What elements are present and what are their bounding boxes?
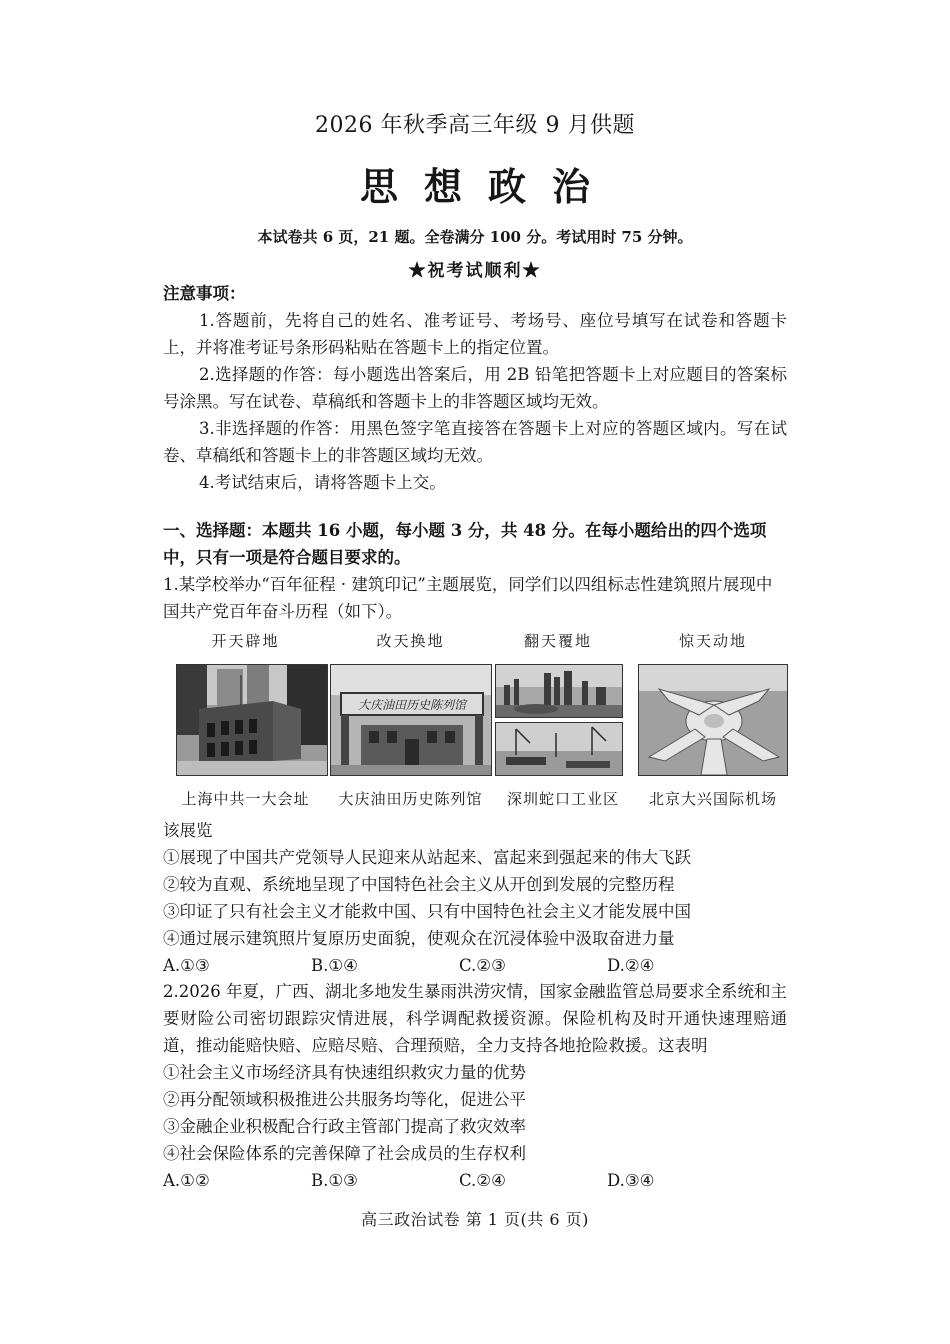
answer-options bbox=[163, 952, 787, 979]
answer-options bbox=[163, 1167, 787, 1194]
statement: ④通过展示建筑照片复原历史面貌，使观众在沉浸体验中汲取奋进力量 bbox=[163, 929, 675, 948]
photo-shekou-historic bbox=[495, 722, 623, 776]
option-d: D.②④ bbox=[607, 956, 655, 975]
blessing-line: ★祝考试顺利★ bbox=[408, 261, 542, 281]
question-stem: 1.某学校举办“百年征程 · 建筑印记”主题展览，同学们以四组标志性建筑照片展现中国共产党百年奋斗历程（如下）。 bbox=[163, 575, 773, 621]
question-2 bbox=[163, 978, 787, 1194]
option-c: C.②④ bbox=[459, 1171, 506, 1190]
statement: ③印证了只有社会主义才能救中国、只有中国特色社会主义才能发展中国 bbox=[163, 902, 691, 921]
city-skyline-icon bbox=[496, 665, 623, 718]
exam-info: 本试卷共 6 页，21 题。全卷满分 100 分。考试用时 75 分钟。 bbox=[257, 228, 693, 246]
notice-item: 1.答题前，先将自己的姓名、准考证号、考场号、座位号填写在试卷和答题卡上，并将准考证号条形码粘贴在答题卡上的指定位置。 bbox=[163, 311, 787, 357]
photo-title: 开天辟地 bbox=[211, 632, 280, 650]
notice-list bbox=[163, 307, 787, 496]
museum-sign-text: 大庆油田历史陈列馆 bbox=[357, 698, 467, 712]
question-stem: 2.2026 年夏，广西、湖北多地发生暴雨洪涝灾情，国家金融监管总局要求全系统和主要财险公司密切跟踪灾情进展，科学调配救援资源。保险机构及时开通快速理赔通道，推动能赔快赔、应赔尽赔、合理预赔，全力支持各地抢险救援。这表明 bbox=[163, 982, 787, 1055]
notice-item: 2.选择题的作答：每小题选出答案后，用 2B 铅笔把答题卡上对应题目的答案标号涂黑。写在试卷、草稿纸和答题卡上的非答题区域均无效。 bbox=[163, 365, 787, 411]
photo-caption: 深圳蛇口工业区 bbox=[506, 790, 619, 808]
gate-photo-icon bbox=[331, 665, 492, 776]
airport-photo-icon bbox=[639, 665, 788, 776]
photo-title: 改天换地 bbox=[376, 632, 445, 650]
statement: ①展现了中国共产党领导人民迎来从站起来、富起来到强起来的伟大飞跃 bbox=[163, 848, 691, 867]
option-d: D.③④ bbox=[607, 1171, 655, 1190]
statement: ④社会保险体系的完善保障了社会成员的生存权利 bbox=[163, 1144, 526, 1163]
photo-shekou-modern bbox=[495, 664, 623, 718]
photo-title: 惊天动地 bbox=[678, 632, 747, 650]
option-a: A.①③ bbox=[163, 956, 210, 975]
statement: ②再分配领域积极推进公共服务均等化，促进公平 bbox=[163, 1090, 526, 1109]
photo-title: 翻天覆地 bbox=[523, 632, 592, 650]
subject-title: 思想政治 bbox=[359, 164, 616, 209]
statement: ③金融企业积极配合行政主管部门提高了救灾效率 bbox=[163, 1117, 526, 1136]
photo-group bbox=[163, 630, 787, 820]
photo-daqing-museum bbox=[330, 664, 492, 776]
option-b: B.①③ bbox=[311, 1171, 358, 1190]
harbor-photo-icon bbox=[496, 723, 623, 776]
option-c: C.②③ bbox=[459, 956, 506, 975]
photo-caption: 大庆油田历史陈列馆 bbox=[338, 790, 483, 808]
statement: ①社会主义市场经济具有快速组织救灾力量的优势 bbox=[163, 1063, 526, 1082]
photo-caption: 上海中共一大会址 bbox=[181, 790, 310, 808]
option-b: B.①④ bbox=[311, 956, 358, 975]
question-1-body bbox=[163, 817, 787, 979]
photo-daxing-airport bbox=[638, 664, 788, 776]
photo-caption: 北京大兴国际机场 bbox=[648, 790, 777, 808]
photo-shanghai-site bbox=[176, 664, 328, 776]
question-1-stem bbox=[163, 571, 787, 625]
notice-item: 3.非选择题的作答：用黑色签字笔直接答在答题卡上对应的答题区域内。写在试卷、草稿纸和答题卡上的非答题区域均无效。 bbox=[163, 419, 787, 465]
section-heading: 一、选择题：本题共 16 小题，每小题 3 分，共 48 分。在每小题给出的四个选项中，只有一项是符合题目要求的。 bbox=[163, 521, 767, 567]
page-footer: 高三政治试卷 第 1 页(共 6 页) bbox=[361, 1210, 589, 1229]
question-lead: 该展览 bbox=[163, 821, 213, 840]
option-a: A.①② bbox=[163, 1171, 210, 1190]
notice-title: 注意事项： bbox=[163, 284, 246, 303]
exam-title: 2026 年秋季高三年级 9 月供题 bbox=[315, 113, 635, 138]
notice-item: 4.考试结束后，请将答题卡上交。 bbox=[199, 473, 446, 492]
statement: ②较为直观、系统地呈现了中国特色社会主义从开创到发展的完整历程 bbox=[163, 875, 675, 894]
building-photo-icon bbox=[177, 665, 328, 776]
